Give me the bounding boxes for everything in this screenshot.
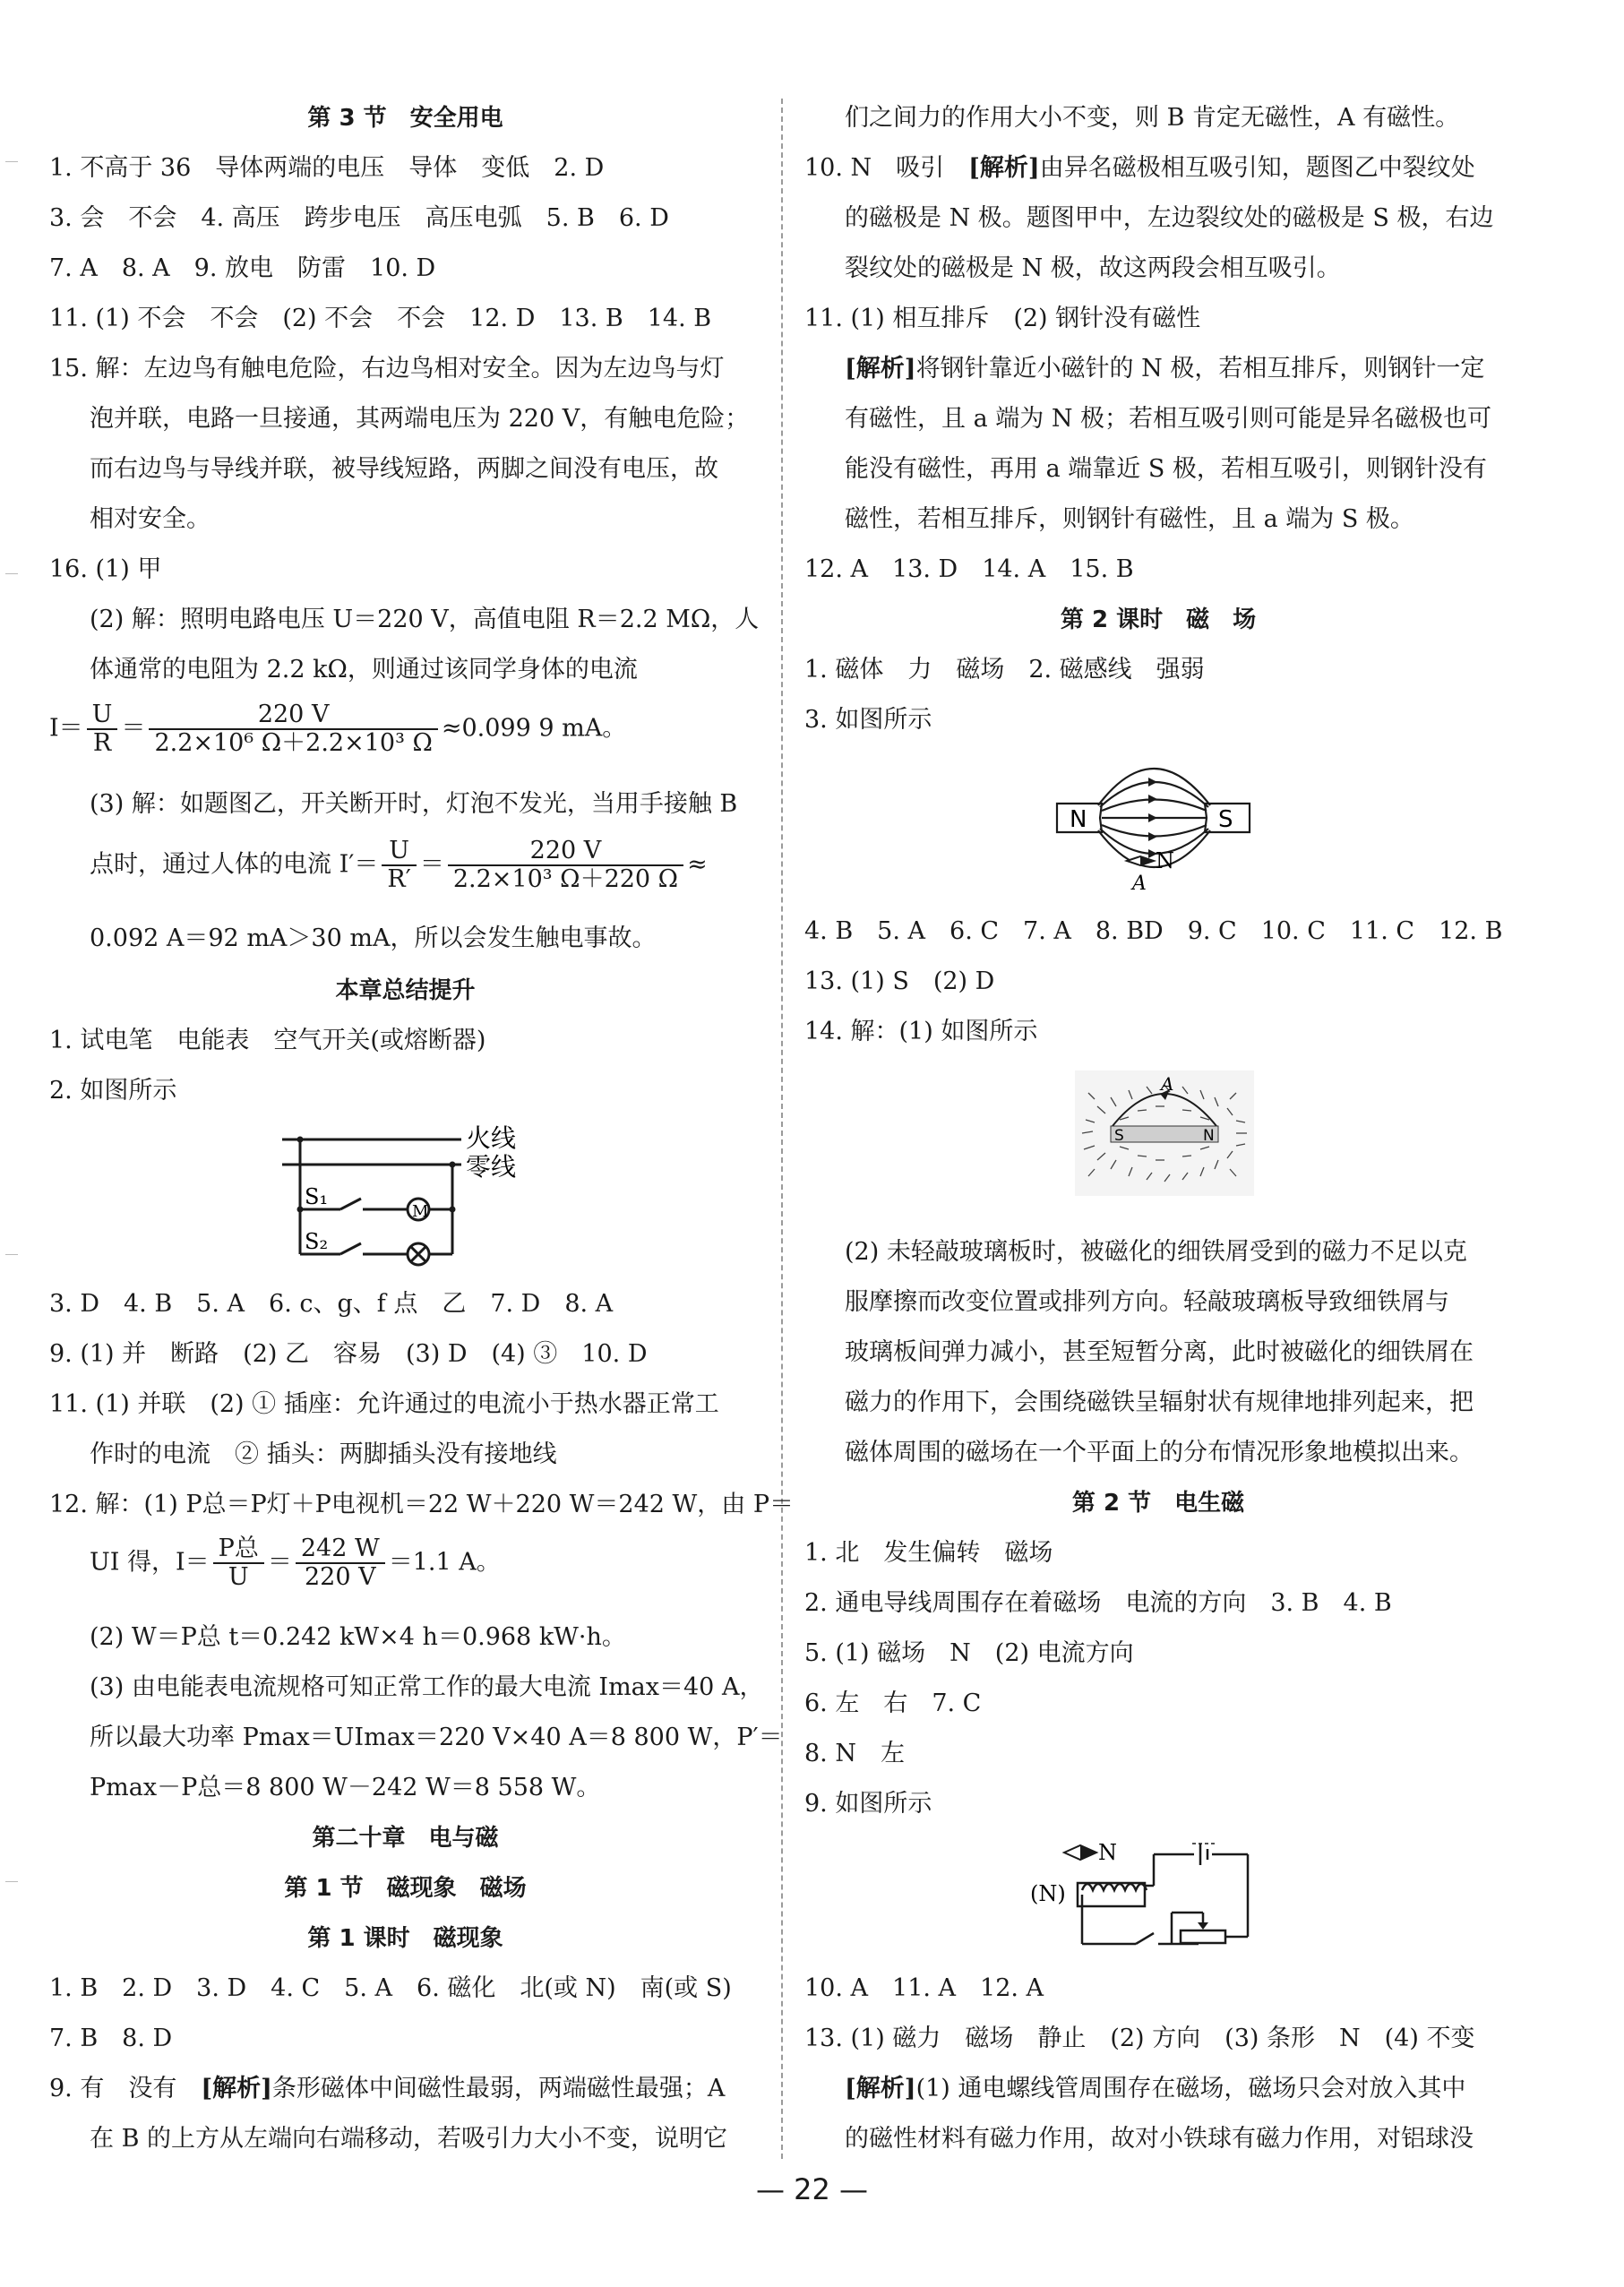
eq-text: ＝ xyxy=(267,1548,292,1577)
solenoid-circuit-diagram xyxy=(1028,1836,1297,1948)
answer-line: 1. 磁体 力 磁场 2. 磁感线 强弱 xyxy=(804,656,1205,684)
answer-text: 10. N 吸引 xyxy=(804,154,969,182)
section-title: 第 1 节 磁现象 磁场 xyxy=(284,1875,527,1902)
answer-line: 泡并联，电路一旦接通，其两端电压为 220 V，有触电危险； xyxy=(90,405,750,433)
rheostat xyxy=(1181,1930,1225,1943)
needle-n-label: N xyxy=(1098,1840,1117,1865)
household-circuit-diagram xyxy=(273,1120,560,1272)
answer-line: 12. A 13. D 14. A 15. B xyxy=(804,555,1134,583)
north-pole-label: N xyxy=(1070,806,1087,833)
section-title: 本章总结提升 xyxy=(335,977,476,1004)
column-divider xyxy=(781,99,783,2159)
numerator: P总 xyxy=(213,1535,264,1564)
iron-filings-diagram xyxy=(1075,1070,1254,1196)
answer-line: 裂纹处的磁极是 N 极，故这两段会相互吸引。 xyxy=(845,254,1341,282)
motor-label: M xyxy=(412,1202,429,1221)
answer-line: 7. B 8. D xyxy=(49,2025,173,2052)
lesson-title: 第 2 课时 磁 场 xyxy=(1060,606,1257,633)
numerator: U xyxy=(382,838,416,866)
answer-line: (3) 由电能表电流规格可知正常工作的最大电流 Imax＝40 A， xyxy=(90,1673,764,1701)
coil-windings xyxy=(1082,1884,1147,1890)
equation-2 xyxy=(90,838,708,893)
south-pole-label: S xyxy=(1114,1127,1124,1145)
answer-line: 1. 不高于 36 导体两端的电压 导体 变低 2. D xyxy=(49,154,605,182)
switch-s2-label: S₂ xyxy=(305,1229,329,1254)
lesson-title: 第 1 课时 磁现象 xyxy=(307,1925,503,1952)
analysis-tag: [解析] xyxy=(845,2075,916,2102)
denominator: U xyxy=(228,1563,249,1591)
answer-line: 9. 如图所示 xyxy=(804,1790,932,1818)
answer-line: 所以最大功率 Pmax＝UImax＝220 V×40 A＝8 800 W，P′＝ xyxy=(90,1724,783,1751)
numerator: 242 W xyxy=(296,1535,385,1564)
answer-line: (2) 未轻敲玻璃板时，被磁化的细铁屑受到的磁力不足以克 xyxy=(845,1238,1467,1266)
answer-line: 5. (1) 磁场 N (2) 电流方向 xyxy=(804,1639,1134,1667)
denominator: R′ xyxy=(387,865,411,893)
answer-line: 7. A 8. A 9. 放电 防雷 10. D xyxy=(49,254,436,282)
equation-1 xyxy=(49,701,626,757)
numerator: U xyxy=(87,701,118,730)
answer-line: 1. 试电笔 电能表 空气开关(或熔断器) xyxy=(49,1027,486,1054)
answer-line xyxy=(845,351,1484,387)
answer-line: 而右边鸟与导线并联，被导线短路，两脚之间没有电压，故 xyxy=(90,455,718,483)
answer-line: 有磁性，且 a 端为 N 极；若相互吸引则可能是异名磁极也可 xyxy=(845,405,1492,433)
answer-line xyxy=(845,2071,1465,2107)
answer-line: (3) 解：如题图乙，开关断开时，灯泡不发光，当用手接触 B xyxy=(90,790,738,818)
answer-line xyxy=(804,150,1475,186)
denominator: R xyxy=(92,729,112,757)
north-pole-label: N xyxy=(1203,1127,1215,1145)
answer-line: 14. 解：(1) 如图所示 xyxy=(804,1018,1038,1045)
answer-line: 12. 解：(1) P总＝P灯＋P电视机＝22 W＋220 W＝242 W，由 P＝ xyxy=(49,1491,795,1518)
answer-line xyxy=(49,2071,725,2107)
answer-line: 玻璃板间弹力减小，甚至短暂分离，此时被磁化的细铁屑在 xyxy=(845,1338,1474,1366)
answer-text: 条形磁体中间磁性最弱，两端磁性最强；A xyxy=(271,2075,726,2102)
answer-line: 在 B 的上方从左端向右端移动，若吸引力大小不变，说明它 xyxy=(90,2125,728,2153)
live-wire-label: 火线 xyxy=(466,1123,517,1153)
switch-s1-label: S₁ xyxy=(305,1184,329,1209)
answer-line: 磁力的作用下，会围绕磁铁呈辐射状有规律地排列起来，把 xyxy=(845,1389,1474,1416)
fraction xyxy=(149,701,437,757)
neutral-wire-label: 零线 xyxy=(466,1152,517,1182)
fraction xyxy=(448,838,683,893)
answer-line: (2) W＝P总 t＝0.242 kW×4 h＝0.968 kW·h。 xyxy=(90,1623,626,1651)
answer-text: 由异名磁极相互吸引知，题图乙中裂纹处 xyxy=(1039,154,1475,182)
answer-line: 体通常的电阻为 2.2 kΩ，则通过该同学身体的电流 xyxy=(90,656,638,684)
answer-line: 3. 如图所示 xyxy=(804,706,932,734)
eq-text: I＝ xyxy=(49,714,83,743)
answer-line: (2) 解：照明电路电压 U＝220 V，高值电阻 R＝2.2 MΩ，人 xyxy=(90,606,760,633)
eq-text: UI 得，I＝ xyxy=(90,1548,210,1577)
answer-line: 6. 左 右 7. C xyxy=(804,1689,982,1717)
numerator: 220 V xyxy=(149,701,437,730)
answer-line: 8. N 左 xyxy=(804,1740,905,1767)
south-pole-label: S xyxy=(1218,806,1233,833)
fraction xyxy=(296,1535,385,1591)
answer-line: 2. 通电导线周围存在着磁场 电流的方向 3. B 4. B xyxy=(804,1589,1392,1617)
eq-text: ≈ xyxy=(687,850,708,879)
answer-line: 的磁性材料有磁力作用，故对小铁球有磁力作用，对铝球没 xyxy=(845,2125,1474,2153)
page-number: — 22 — xyxy=(755,2172,869,2206)
magnetic-field-lines-diagram xyxy=(1048,748,1272,891)
answer-line: 1. 北 发生偏转 磁场 xyxy=(804,1539,1053,1567)
analysis-tag: [解析] xyxy=(968,154,1040,182)
chapter-title: 第二十章 电与磁 xyxy=(312,1825,499,1852)
eq-text: 点时，通过人体的电流 I′＝ xyxy=(90,850,379,879)
answer-line: 11. (1) 不会 不会 (2) 不会 不会 12. D 13. B 14. B xyxy=(49,305,712,332)
answer-line: 13. (1) S (2) D xyxy=(804,967,995,995)
eq-text: ＝ xyxy=(419,850,444,879)
needle-n-label: N xyxy=(1156,848,1174,873)
fraction xyxy=(87,701,118,757)
answer-line: 服摩擦而改变位置或排列方向。轻敲玻璃板导致细铁屑与 xyxy=(845,1288,1449,1316)
denominator: 2.2×10³ Ω＋220 Ω xyxy=(452,865,679,893)
answer-text: (1) 通电螺线管周围存在磁场，磁场只会对放入其中 xyxy=(915,2075,1466,2102)
answer-line: 磁体周围的磁场在一个平面上的分布情况形象地模拟出来。 xyxy=(845,1439,1474,1466)
answer-line: 3. 会 不会 4. 高压 跨步电压 高压电弧 5. B 6. D xyxy=(49,204,669,232)
answer-line: 9. (1) 并 断路 (2) 乙 容易 (3) D (4) ③ 10. D xyxy=(49,1340,648,1368)
eq-text: ≈0.099 9 mA。 xyxy=(441,714,627,743)
answer-line: 相对安全。 xyxy=(90,505,211,533)
answer-text: 将钢针靠近小磁针的 N 极，若相互排斥，则钢针一定 xyxy=(915,355,1485,383)
solenoid-n-label: (N) xyxy=(1030,1881,1066,1906)
answer-line: 16. (1) 甲 xyxy=(49,555,162,583)
answer-line: 13. (1) 磁力 磁场 静止 (2) 方向 (3) 条形 N (4) 不变 xyxy=(804,2025,1475,2052)
answer-line: 们之间力的作用大小不变，则 B 肯定无磁性，A 有磁性。 xyxy=(845,104,1460,132)
answer-line: 3. D 4. B 5. A 6. c、g、f 点 乙 7. D 8. A xyxy=(49,1290,614,1318)
fraction xyxy=(382,838,416,893)
answer-line: 11. (1) 相互排斥 (2) 钢针没有磁性 xyxy=(804,305,1201,332)
answer-line: Pmax－P总＝8 800 W－242 W＝8 558 W。 xyxy=(90,1774,601,1801)
point-a-label: A xyxy=(1132,873,1147,891)
answer-line: 15. 解：左边鸟有触电危险，右边鸟相对安全。因为左边鸟与灯 xyxy=(49,355,725,383)
eq-text: ＝ xyxy=(121,714,146,743)
analysis-tag: [解析] xyxy=(201,2075,272,2102)
answer-line: 能没有磁性，再用 a 端靠近 S 极，若相互吸引，则钢针没有 xyxy=(845,455,1487,483)
denominator: 2.2×10⁶ Ω＋2.2×10³ Ω xyxy=(154,729,433,757)
analysis-tag: [解析] xyxy=(845,355,916,383)
eq-text: ＝1.1 A。 xyxy=(388,1548,501,1577)
answer-text: 9. 有 没有 xyxy=(49,2075,202,2102)
answer-line: 磁性，若相互排斥，则钢针有磁性，且 a 端为 S 极。 xyxy=(845,505,1414,533)
answer-line: 0.092 A＝92 mA＞30 mA，所以会发生触电事故。 xyxy=(90,924,657,952)
answer-line: 4. B 5. A 6. C 7. A 8. BD 9. C 10. C 11. C 12. B xyxy=(804,917,1503,945)
equation-3 xyxy=(90,1535,501,1591)
section-title: 第 3 节 安全用电 xyxy=(307,105,503,132)
answer-line: 11. (1) 并联 (2) ① 插座：允许通过的电流小于热水器正常工 xyxy=(49,1390,719,1418)
denominator: 220 V xyxy=(304,1563,376,1591)
answer-line: 1. B 2. D 3. D 4. C 5. A 6. 磁化 北(或 N) 南(或 S) xyxy=(49,1974,732,2002)
answer-line: 的磁极是 N 极。题图甲中，左边裂纹处的磁极是 S 极，右边 xyxy=(845,204,1494,232)
bar-magnet xyxy=(1111,1126,1218,1142)
point-a-label: A xyxy=(1161,1073,1174,1095)
answer-line: 作时的电流 ② 插头：两脚插头没有接地线 xyxy=(90,1440,557,1468)
answer-line: 10. A 11. A 12. A xyxy=(804,1974,1044,2002)
fraction xyxy=(213,1535,264,1591)
answer-line: 2. 如图所示 xyxy=(49,1077,177,1105)
numerator: 220 V xyxy=(448,838,683,866)
section-title: 第 2 节 电生磁 xyxy=(1071,1490,1245,1517)
